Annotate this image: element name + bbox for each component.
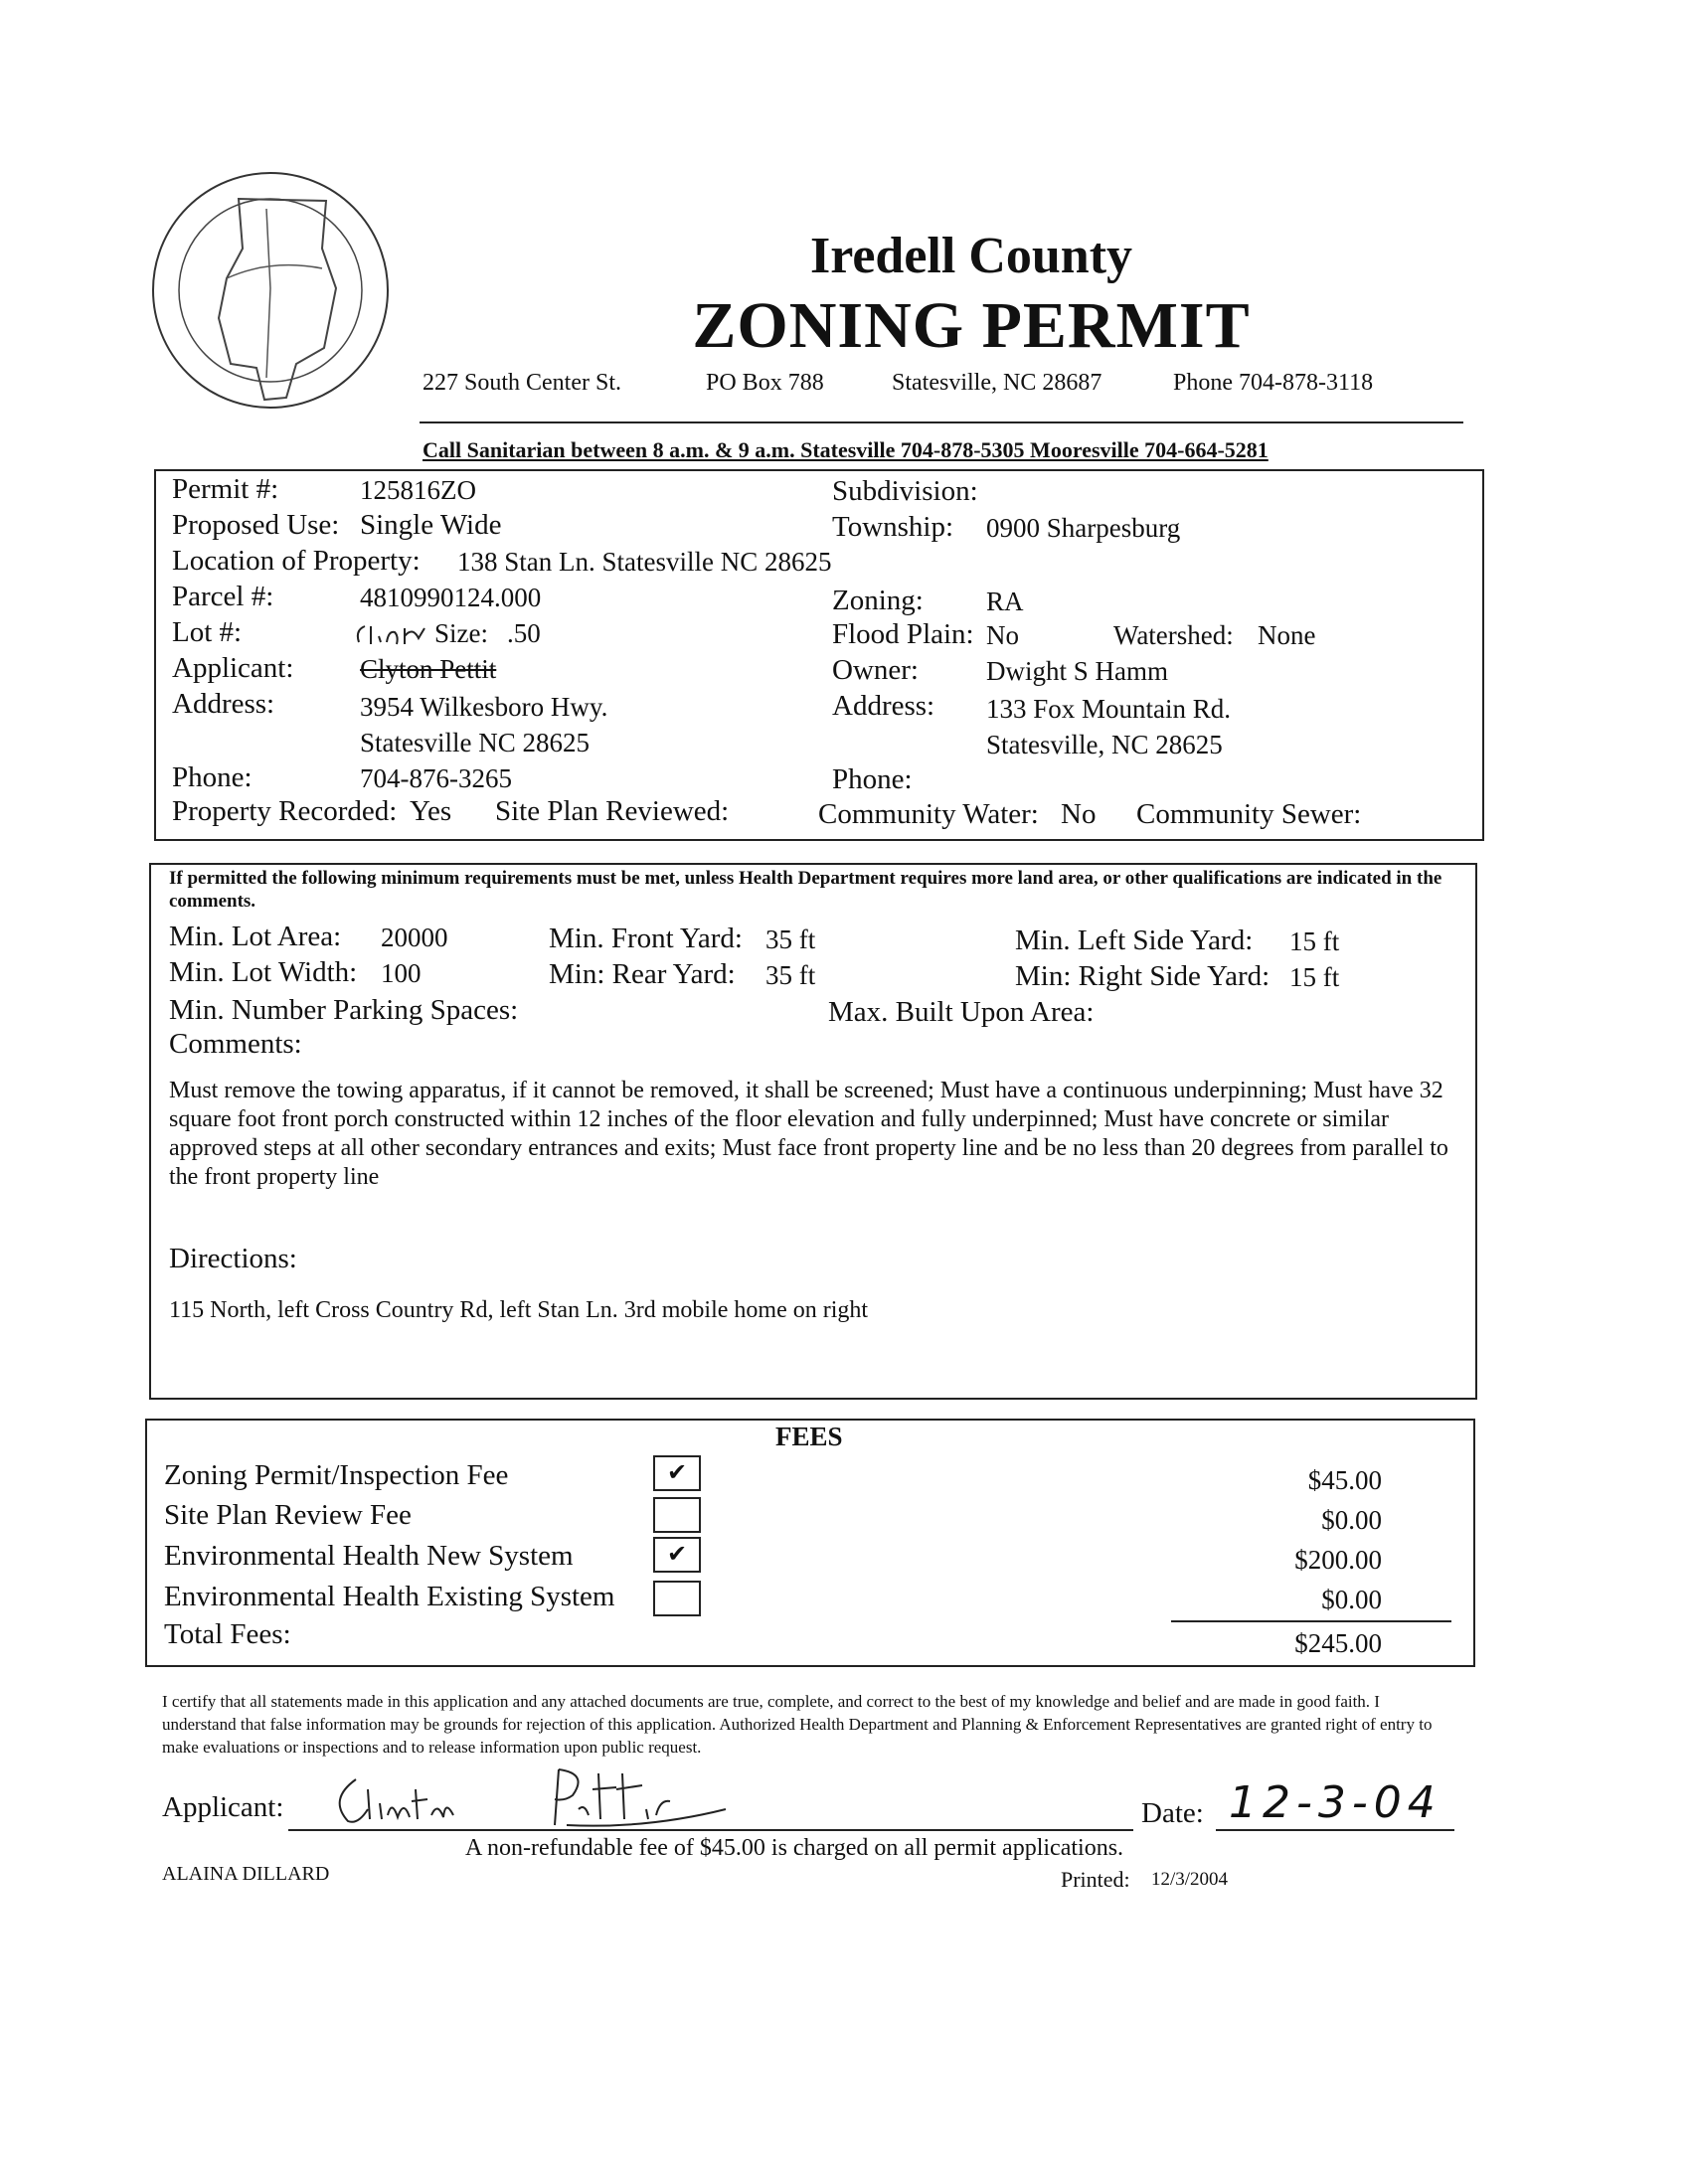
lot-scribble xyxy=(353,616,442,652)
min-right-side-yard-label: Min: Right Side Yard: xyxy=(1015,960,1270,992)
zoning: RA xyxy=(986,587,1024,616)
min-lot-area: 20000 xyxy=(381,923,448,952)
fee-amount: $0.00 xyxy=(1321,1505,1382,1535)
community-sewer-label: Community Sewer: xyxy=(1136,798,1362,830)
owner-name: Dwight S Hamm xyxy=(986,656,1169,686)
applicant-signature-label: Applicant: xyxy=(162,1791,284,1823)
fee-note: A non-refundable fee of $45.00 is charged on all permit applications. xyxy=(465,1835,1124,1861)
date-line xyxy=(1216,1829,1454,1831)
min-lot-area-label: Min. Lot Area: xyxy=(169,921,342,952)
directions-label: Directions: xyxy=(169,1243,297,1274)
fee-amount: $0.00 xyxy=(1321,1585,1382,1614)
min-lot-width: 100 xyxy=(381,958,422,988)
check-icon: ✔ xyxy=(666,1542,688,1568)
lot-label: Lot #: xyxy=(172,616,243,648)
clerk-name: ALAINA DILLARD xyxy=(162,1863,330,1885)
city-state-zip: Statesville, NC 28687 xyxy=(892,370,1102,396)
printed-date: 12/3/2004 xyxy=(1151,1869,1229,1890)
date-label: Date: xyxy=(1141,1797,1204,1829)
po-box: PO Box 788 xyxy=(706,370,824,396)
county-name: Iredell County xyxy=(809,228,1133,284)
proposed-use-label: Proposed Use: xyxy=(172,509,340,541)
fee-label: Environmental Health Existing System xyxy=(164,1581,615,1612)
fee-total-rule xyxy=(1171,1620,1451,1622)
township: 0900 Sharpesburg xyxy=(986,513,1181,543)
office-phone: Phone 704-878-3118 xyxy=(1173,370,1374,396)
min-lot-width-label: Min. Lot Width: xyxy=(169,956,358,988)
applicant-address-line1: 3954 Wilkesboro Hwy. xyxy=(360,692,608,722)
site-plan-reviewed-label: Site Plan Reviewed: xyxy=(495,795,730,827)
requirements-intro: If permitted the following minimum requirements must be met, unless Health Department requires more land area, or other qualifications are indicated in the comments. xyxy=(169,868,1442,912)
total-fees-label: Total Fees: xyxy=(164,1618,291,1650)
lot-handwritten xyxy=(353,616,442,659)
fee-checkbox[interactable] xyxy=(653,1537,701,1573)
watershed-label: Watershed: xyxy=(1113,620,1234,650)
applicant-label: Applicant: xyxy=(172,652,294,684)
size: .50 xyxy=(507,618,541,648)
fee-checkbox[interactable] xyxy=(653,1455,701,1491)
size-label: Size: xyxy=(434,618,488,648)
fee-checkbox[interactable] xyxy=(653,1497,701,1533)
signature-date: 12-3-04 xyxy=(1229,1777,1441,1828)
community-water: No xyxy=(1061,798,1097,830)
owner-label: Owner: xyxy=(832,654,919,686)
parcel-label: Parcel #: xyxy=(172,581,274,612)
township-label: Township: xyxy=(832,511,954,543)
parcel-number: 4810990124.000 xyxy=(360,583,542,612)
min-rear-yard: 35 ft xyxy=(765,960,816,990)
owner-address-label: Address: xyxy=(832,690,935,722)
fee-checkbox[interactable] xyxy=(653,1581,701,1616)
directions-text: 115 North, left Cross Country Rd, left Stan Ln. 3rd mobile home on right xyxy=(169,1297,869,1323)
header-rule xyxy=(420,421,1463,423)
total-fees: $245.00 xyxy=(1294,1628,1382,1658)
location: 138 Stan Ln. Statesville NC 28625 xyxy=(457,547,832,577)
certification-statement: I certify that all statements made in this application and any attached documents are true, complete, and correct to the best of my knowledge and belief and are made in good faith. I understand that false information may be grounds for rejection of this application. Authorized Health Department and Planning & Enforcement Representatives are granted right of entry to make evaluations or inspections and to release information upon public request. xyxy=(162,1692,1433,1757)
proposed-use: Single Wide xyxy=(360,509,502,541)
page-title: ZONING PERMIT xyxy=(692,289,1251,362)
fee-label: Zoning Permit/Inspection Fee xyxy=(164,1459,509,1491)
location-label: Location of Property: xyxy=(172,545,421,577)
applicant-phone: 704-876-3265 xyxy=(360,763,512,793)
flood-plain-label: Flood Plain: xyxy=(832,618,974,650)
applicant-address-label: Address: xyxy=(172,688,275,720)
applicant-address-line2: Statesville NC 28625 xyxy=(360,728,590,757)
comments-label: Comments: xyxy=(169,1028,302,1060)
min-front-yard-label: Min. Front Yard: xyxy=(549,923,743,954)
applicant-name: Clyton Pettit xyxy=(360,654,497,684)
printed-label: Printed: xyxy=(1061,1867,1130,1892)
min-parking-label: Min. Number Parking Spaces: xyxy=(169,994,519,1026)
fee-amount: $200.00 xyxy=(1294,1545,1382,1575)
fee-amount: $45.00 xyxy=(1307,1465,1382,1495)
zoning-label: Zoning: xyxy=(832,585,924,616)
max-built-upon-label: Max. Built Upon Area: xyxy=(828,996,1095,1028)
min-left-side-yard: 15 ft xyxy=(1289,926,1340,956)
applicant-phone-label: Phone: xyxy=(172,761,253,793)
property-recorded: Yes xyxy=(410,795,452,827)
subdivision-label: Subdivision: xyxy=(832,475,978,507)
check-icon: ✔ xyxy=(666,1460,688,1486)
permit-number-label: Permit #: xyxy=(172,473,279,505)
property-recorded-label: Property Recorded: xyxy=(172,795,398,827)
sanitarian-call-line: Call Sanitarian between 8 a.m. & 9 a.m. Statesville 704-878-5305 Mooresville 704-664-5281 xyxy=(423,437,1269,462)
owner-address-line2: Statesville, NC 28625 xyxy=(986,730,1223,759)
community-water-label: Community Water: xyxy=(818,798,1039,830)
owner-address-line1: 133 Fox Mountain Rd. xyxy=(986,694,1232,724)
min-rear-yard-label: Min: Rear Yard: xyxy=(549,958,736,990)
watershed: None xyxy=(1258,620,1316,650)
flood-plain: No xyxy=(986,620,1019,650)
fee-label: Site Plan Review Fee xyxy=(164,1499,412,1531)
owner-phone-label: Phone: xyxy=(832,763,913,795)
fee-label: Environmental Health New System xyxy=(164,1540,574,1572)
permit-number: 125816ZO xyxy=(360,475,476,505)
comments-text: Must remove the towing apparatus, if it cannot be removed, it shall be screened; Must have a continuous underpinning; Must have 32 square foot front porch constructed within 12 inches of the floor elevation and fully underpinned; Must have concrete or similar approved steps at all other secondary entrances and exits; Must face front property line and be no less than 20 degrees from parallel to the front property line xyxy=(169,1078,1448,1190)
street-address: 227 South Center St. xyxy=(423,370,622,396)
min-right-side-yard: 15 ft xyxy=(1289,962,1340,992)
fees-title: FEES xyxy=(775,1422,843,1451)
min-front-yard: 35 ft xyxy=(765,924,816,954)
min-left-side-yard-label: Min. Left Side Yard: xyxy=(1015,924,1254,956)
applicant-signature xyxy=(328,1760,746,1834)
